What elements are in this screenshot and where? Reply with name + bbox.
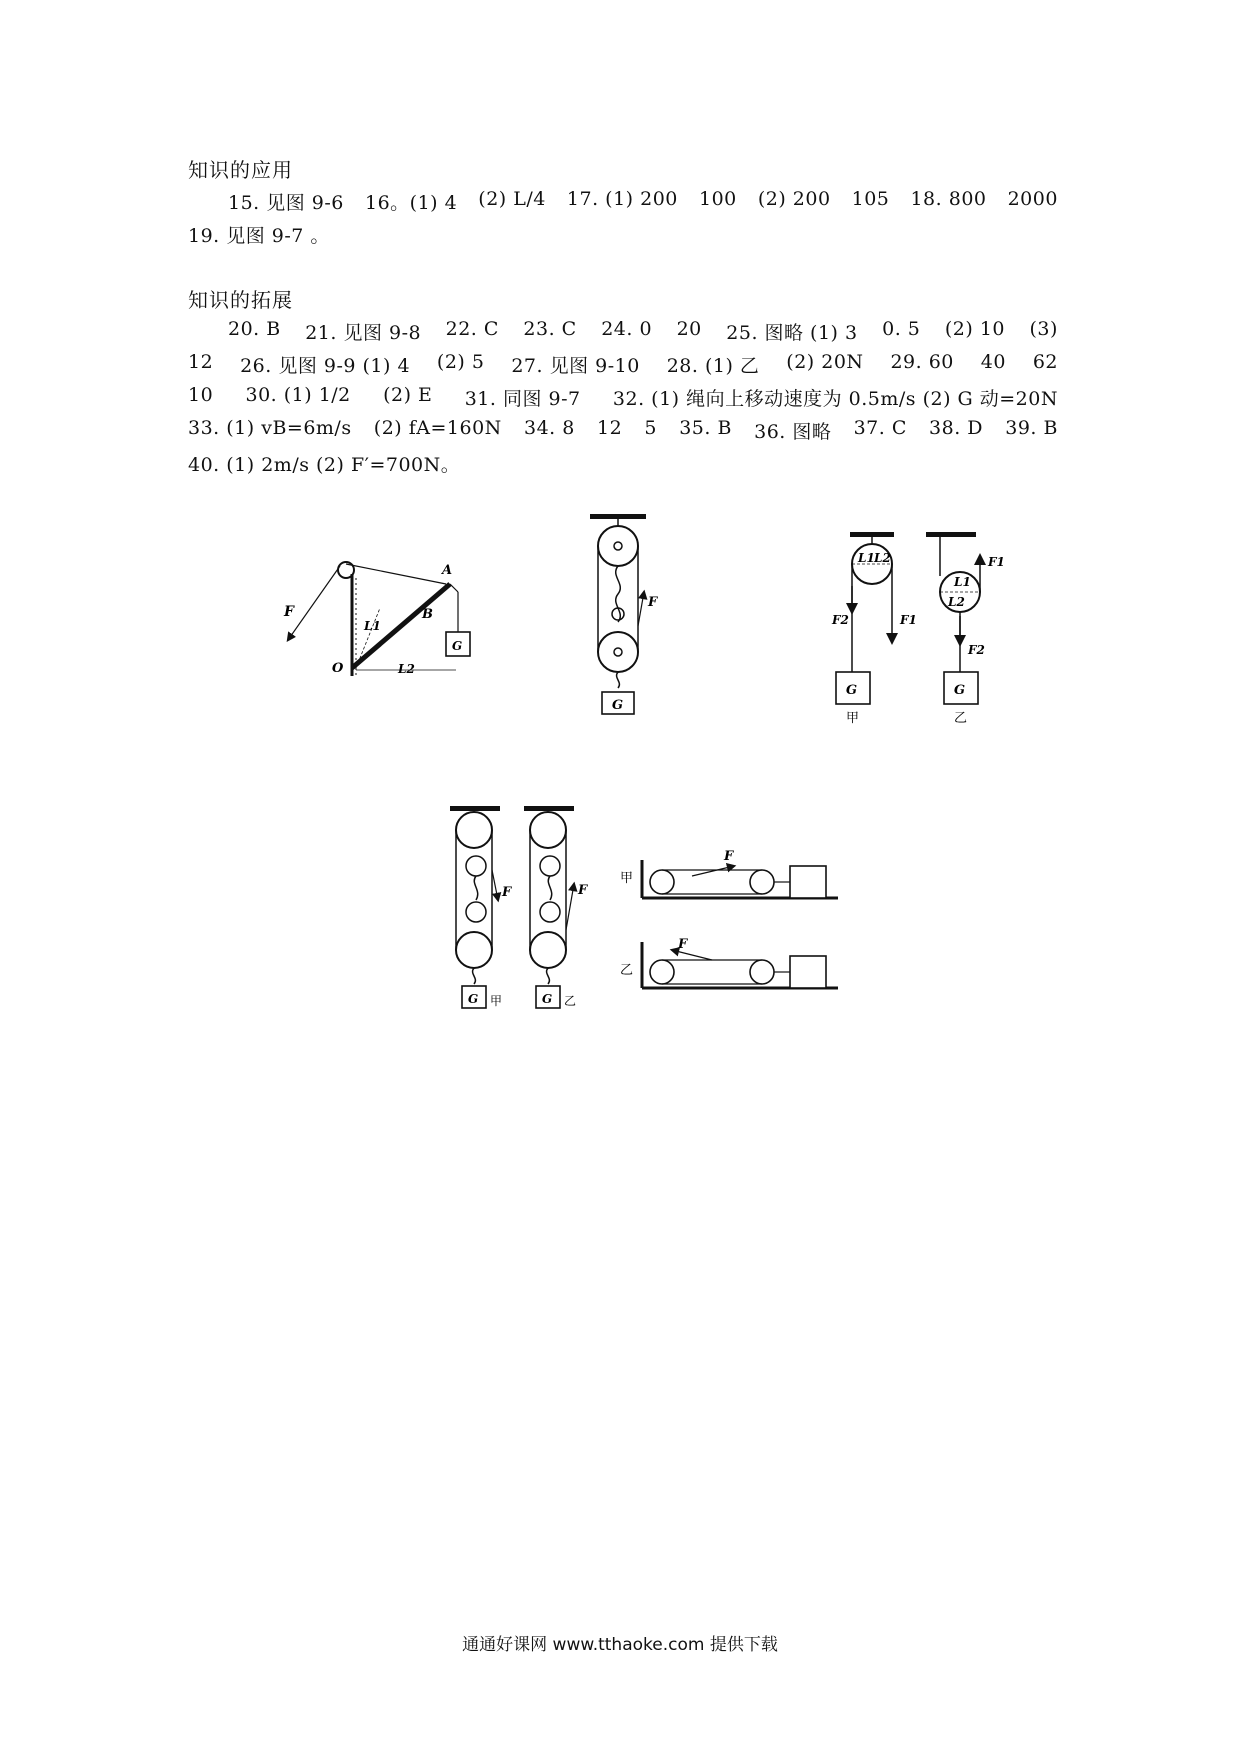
answer-item: 5 bbox=[644, 417, 658, 439]
horizontal-pulleys-figure bbox=[612, 842, 844, 1002]
answer-item: 32. (1) 绳向上移动速度为 0.5m/s (2) G 动=20N bbox=[612, 388, 1058, 410]
label-L2: L2 bbox=[948, 595, 965, 609]
label-F: F bbox=[284, 604, 294, 620]
label-G: G bbox=[468, 992, 479, 1006]
label-O: O bbox=[332, 661, 344, 676]
two-pulleys-figure bbox=[830, 526, 1050, 726]
answer-17-2b: 105 bbox=[851, 188, 890, 210]
label-L1: L1 bbox=[954, 575, 971, 589]
answer-item: 37. C bbox=[853, 417, 907, 439]
section-title-extension: 知识的拓展 bbox=[188, 288, 293, 312]
label-G: G bbox=[542, 992, 553, 1006]
answer-item: 25. 图略 (1) 3 bbox=[726, 322, 858, 344]
answer-line bbox=[188, 351, 1058, 378]
label-yi: 乙 bbox=[620, 963, 634, 978]
label-yi: 乙 bbox=[564, 994, 577, 1008]
answer-item: (2) 20N bbox=[786, 351, 864, 373]
label-F: F bbox=[578, 883, 588, 898]
answer-item: 26. 见图 9-9 (1) 4 bbox=[240, 355, 411, 377]
label-F: F bbox=[502, 885, 512, 900]
answer-item: 28. (1) 乙 bbox=[666, 355, 760, 377]
answer-19: 19. 见图 9-7 。 bbox=[188, 225, 330, 247]
label-yi: 乙 bbox=[954, 711, 968, 726]
section-title-application: 知识的应用 bbox=[188, 158, 293, 182]
answer-item: 23. C bbox=[523, 318, 577, 340]
label-F1: F1 bbox=[988, 555, 1005, 569]
answer-17-2: (2) 200 bbox=[757, 188, 831, 210]
label-F: F bbox=[678, 937, 688, 952]
answer-item: 31. 同图 9-7 bbox=[464, 388, 581, 410]
answer-item: 62 bbox=[1032, 351, 1058, 373]
label-G: G bbox=[846, 683, 858, 698]
answer-item: 12 bbox=[188, 351, 214, 373]
answer-item: 12 bbox=[597, 417, 623, 439]
answer-item: (2) E bbox=[383, 384, 433, 406]
label-F2: F2 bbox=[968, 643, 985, 657]
lever-figure bbox=[280, 548, 480, 688]
answer-item: 29. 60 bbox=[890, 351, 954, 373]
answer-item: 38. D bbox=[929, 417, 984, 439]
answer-item: 27. 见图 9-10 bbox=[511, 355, 640, 377]
answer-item: 30. (1) 1/2 bbox=[245, 384, 351, 406]
label-G: G bbox=[452, 639, 463, 653]
label-L2: L2 bbox=[874, 551, 891, 565]
answer-16-2: (2) L/4 bbox=[478, 188, 546, 210]
answer-line bbox=[188, 384, 1058, 411]
four-pulleys-figure bbox=[440, 800, 600, 1020]
answer-40: 40. (1) 2m/s (2) F′=700N。 bbox=[188, 454, 461, 476]
answer-17-b: 100 bbox=[698, 188, 737, 210]
answer-15: 15. 见图 9-6 bbox=[228, 192, 344, 214]
answer-item: (3) bbox=[1029, 318, 1058, 340]
label-jia: 甲 bbox=[620, 871, 634, 886]
label-F: F bbox=[648, 595, 658, 610]
answer-item: 0. 5 bbox=[882, 318, 921, 340]
footer-credit: 通通好课网 www.tthaoke.com 提供下载 bbox=[462, 1635, 778, 1655]
label-jia: 甲 bbox=[490, 994, 503, 1008]
label-jia: 甲 bbox=[846, 711, 860, 726]
label-B: B bbox=[422, 607, 433, 622]
pulley-block-figure bbox=[580, 506, 690, 718]
answer-item: 33. (1) vB=6m/s bbox=[188, 417, 352, 439]
answer-item: 21. 见图 9-8 bbox=[305, 322, 422, 344]
label-F: F bbox=[724, 849, 734, 864]
answer-line bbox=[228, 318, 1058, 345]
answer-line bbox=[188, 417, 1058, 444]
answer-item: (2) fA=160N bbox=[373, 417, 502, 439]
answer-18-b: 2000 bbox=[1007, 188, 1058, 210]
answer-item: 10 bbox=[188, 384, 214, 406]
answer-item: 40 bbox=[980, 351, 1006, 373]
label-L2: L2 bbox=[398, 662, 415, 676]
answer-item: 22. C bbox=[445, 318, 499, 340]
answer-16: 16。(1) 4 bbox=[364, 192, 458, 214]
label-L1: L1 bbox=[858, 551, 875, 565]
answer-item: 35. B bbox=[679, 417, 732, 439]
label-F1: F1 bbox=[900, 613, 917, 627]
label-F2: F2 bbox=[832, 613, 849, 627]
answer-item: (2) 5 bbox=[436, 351, 485, 373]
label-G: G bbox=[612, 698, 624, 713]
label-L1: L1 bbox=[364, 619, 381, 633]
label-A: A bbox=[442, 563, 453, 578]
answer-17: 17. (1) 200 bbox=[566, 188, 678, 210]
answer-line bbox=[228, 188, 1058, 215]
answer-item: 20 bbox=[676, 318, 702, 340]
label-G: G bbox=[954, 683, 966, 698]
answer-item: 36. 图略 bbox=[754, 421, 832, 443]
answer-18: 18. 800 bbox=[910, 188, 987, 210]
answer-item: (2) 10 bbox=[944, 318, 1006, 340]
answer-item: 20. B bbox=[228, 318, 281, 340]
answer-item: 34. 8 bbox=[524, 417, 575, 439]
answer-item: 39. B bbox=[1005, 417, 1058, 439]
answer-item: 24. 0 bbox=[601, 318, 653, 340]
